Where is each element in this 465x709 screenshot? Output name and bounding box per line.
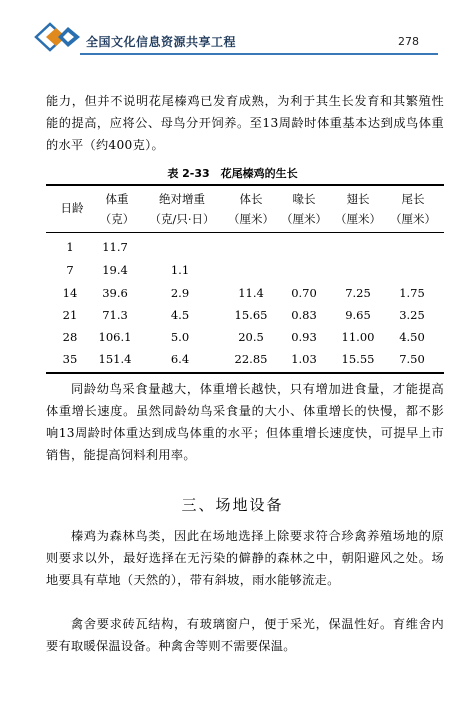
header-rule [80, 53, 438, 55]
table-caption: 表 2-33 花尾榛鸡的生长 [167, 167, 298, 180]
paragraph-3: 榛鸡为森林鸟类，因此在场地选择上除要求符合珍禽养殖场地的原则要求以外，最好选择在无污染的僻静的森林之中，朝阳避风之处。场地要具有草地（天然的），带有斜坡，雨水能够流走。 [46, 529, 444, 587]
table-bottom-rule [46, 372, 444, 374]
cell-wing-length: 11.00 [341, 330, 375, 344]
cell-tail-length: 3.25 [399, 308, 425, 322]
cell-wing-length: 7.25 [345, 286, 371, 300]
column-header-daily-gain: 绝对增重 （克/只·日） [149, 192, 215, 226]
cell-age: 28 [62, 330, 78, 344]
cell-weight: 151.4 [98, 352, 132, 366]
cell-wing-length: 15.55 [341, 352, 375, 366]
page-number: 278 [398, 35, 419, 48]
cell-body-length: 22.85 [234, 352, 268, 366]
cell-weight: 71.3 [102, 308, 128, 322]
paragraph-4: 禽舍要求砖瓦结构，有玻璃窗户，便于采光，保温性好。育维舍内要有取暖保温设备。种禽舍等则不需要保温。 [46, 617, 444, 653]
cell-tail-length: 7.50 [399, 352, 425, 366]
cell-tail-length: 4.50 [399, 330, 425, 344]
cell-weight: 106.1 [98, 330, 132, 344]
logo-icon [32, 22, 84, 52]
column-header-beak-length: 喙长 （厘米） [281, 192, 327, 226]
section-heading: 三、场地设备 [181, 496, 284, 514]
cell-daily-gain: 5.0 [170, 330, 190, 344]
cell-age: 35 [62, 352, 78, 366]
cell-age: 1 [66, 240, 74, 254]
header-title: 全国文化信息资源共享工程 [86, 35, 237, 49]
cell-body-length: 11.4 [238, 286, 264, 300]
cell-body-length: 15.65 [234, 308, 268, 322]
cell-wing-length: 9.65 [345, 308, 371, 322]
cell-beak-length: 0.70 [291, 286, 317, 300]
cell-age: 14 [62, 286, 78, 300]
cell-daily-gain: 1.1 [170, 263, 190, 277]
cell-beak-length: 1.03 [291, 352, 317, 366]
cell-weight: 19.4 [102, 263, 128, 277]
cell-daily-gain: 6.4 [170, 352, 190, 366]
column-header-body-length: 体长 （厘米） [228, 192, 274, 226]
cell-age: 21 [62, 308, 78, 322]
table-header-rule [46, 232, 444, 233]
cell-body-length: 20.5 [238, 330, 264, 344]
cell-beak-length: 0.93 [291, 330, 317, 344]
cell-daily-gain: 4.5 [170, 308, 190, 322]
page-header [0, 0, 465, 60]
cell-weight: 11.7 [102, 240, 128, 254]
cell-age: 7 [66, 263, 74, 277]
paragraph-1: 能力，但并不说明花尾榛鸡已发育成熟，为利于其生长发育和其繁殖性能的提高，应将公、母鸟分开饲养。至13周龄时体重基本达到成鸟体重的水平（约400克）。 [46, 94, 444, 152]
table-top-rule [46, 184, 444, 186]
column-header-tail-length: 尾长 （厘米） [390, 192, 436, 226]
paragraph-2: 同龄幼鸟采食量越大，体重增长越快，只有增加进食量，才能提高体重增长速度。虽然同龄幼鸟采食量的大小、体重增长的快慢，都不影响13周龄时体重达到成鸟体重的水平；但体重增长速度快，可提早上市销售，能提高饲料利用率。 [46, 382, 444, 462]
cell-daily-gain: 2.9 [170, 286, 190, 300]
cell-beak-length: 0.83 [291, 308, 317, 322]
cell-tail-length: 1.75 [399, 286, 425, 300]
column-header-weight: 体重 （克） [99, 192, 135, 226]
column-header-age: 日龄 [60, 201, 84, 215]
column-header-wing-length: 翅长 （厘米） [335, 192, 381, 226]
cell-weight: 39.6 [102, 286, 128, 300]
